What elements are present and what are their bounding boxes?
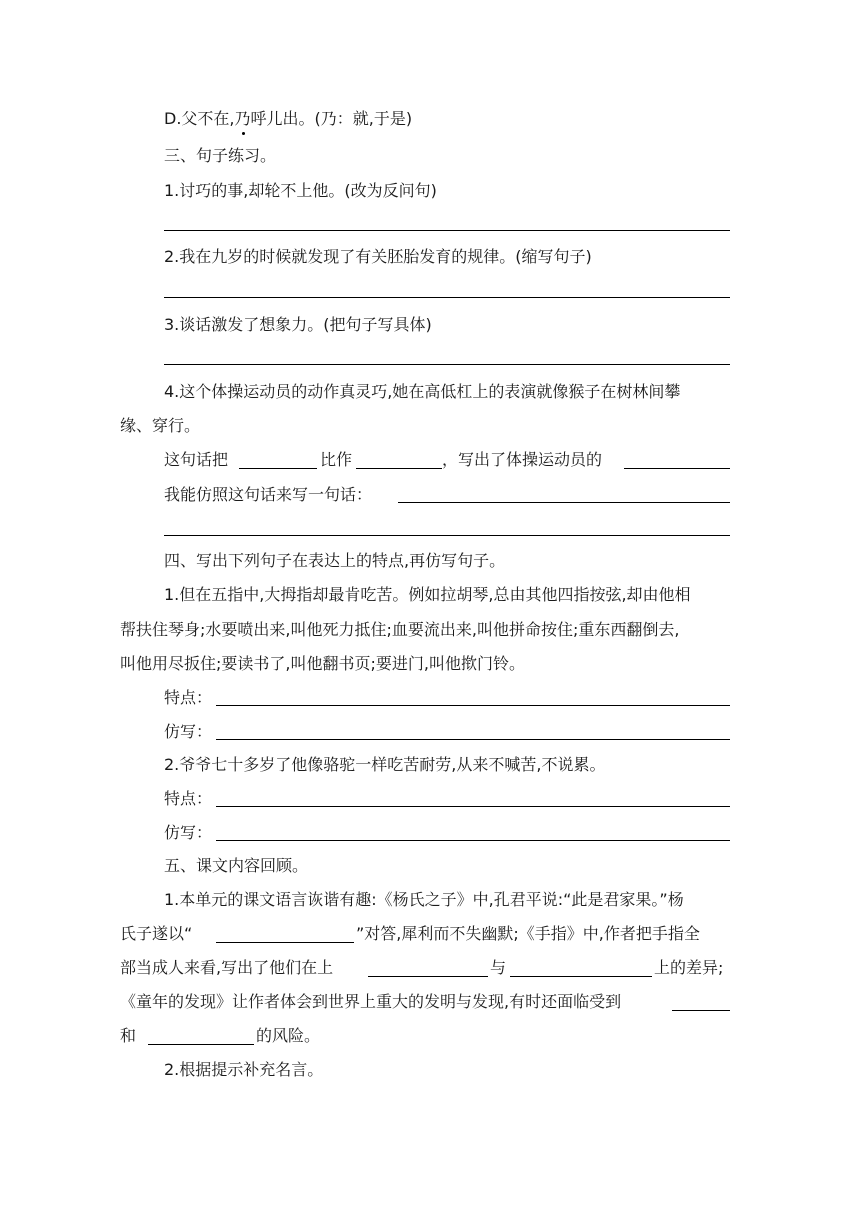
imitate-label-1: 仿写： [164,722,213,741]
section5-q1-line3a: 部当成人来看,写出了他们在上 [120,958,334,977]
section5-q1-line4: 《童年的发现》让作者体会到世界上重大的发明与发现,有时还面临受到 [120,992,622,1011]
section3-heading: 三、句子练习。 [164,146,277,165]
section4-q1-line1: 1.但在五指中,大拇指却最肯吃苦。例如拉胡琴,总由其他四指按弦,却由他相 [164,585,691,604]
feature-line-1[interactable] [216,705,730,706]
answer-line-3-2[interactable] [164,297,730,298]
section5-q1-line2a: 氏子遂以“ [120,924,193,943]
imitate-prompt: 我能仿照这句话来写一句话： [164,485,373,504]
section4-q1-line3: 叫他用尽扳住;要读书了,叫他翻书页;要进门,叫他揿门铃。 [120,654,525,673]
imitate-line-2[interactable] [164,535,730,536]
section4-heading: 四、写出下列句子在表达上的特点,再仿写句子。 [164,551,506,570]
blank-compared-to[interactable] [356,468,442,469]
blank-difference-1[interactable] [368,976,488,977]
feature-label-1: 特点： [164,688,213,707]
fill-label-c: ，写出了体操运动员的 [442,450,603,469]
section5-question-2: 2.根据提示补充名言。 [164,1060,324,1079]
section4-q1-line2: 帮扶住琴身;水要喷出来,叫他死力抵住;血要流出来,叫他拼命按住;重东西翻倒去, [120,620,680,639]
feature-line-2[interactable] [216,806,730,807]
section5-q1-line5b: 的风险。 [256,1026,321,1045]
section3-question-4-line2: 缘、穿行。 [120,416,201,435]
emphasis-dot-char: 乃 [234,109,251,128]
imitate-answer-line-2[interactable] [216,840,730,841]
fill-label-b: 比作 [320,450,353,469]
option-d [164,109,412,129]
feature-label-2: 特点： [164,789,213,808]
blank-risk-2[interactable] [148,1044,254,1045]
imitate-label-2: 仿写： [164,823,213,842]
fill-sentence [164,450,228,470]
section4-q2: 2.爷爷七十多岁了他像骆驼一样吃苦耐劳,从来不喊苦,不说累。 [164,755,606,774]
section5-q1-line2b: ”对答,犀利而不失幽默;《手指》中,作者把手指全 [356,924,700,943]
imitate-line-1[interactable] [398,502,730,503]
section5-q1-line3b: 与 [490,958,507,977]
section5-heading: 五、课文内容回顾。 [164,856,309,875]
option-d-suffix: 呼儿出。(乃：就,于是) [250,109,413,128]
section3-question-3: 3.谈话激发了想象力。(把句子写具体) [164,315,432,334]
section5-q1-line3c: 上的差异; [654,958,724,977]
section3-question-1: 1.讨巧的事,却轮不上他。(改为反问句) [164,181,437,200]
section3-question-2: 2.我在九岁的时候就发现了有关胚胎发育的规律。(缩写句子) [164,247,592,266]
fill-label-a: 这句话把 [164,450,229,469]
blank-risk-1[interactable] [672,1010,730,1011]
option-d-prefix: D.父不在, [164,109,235,128]
imitate-answer-line-1[interactable] [216,739,730,740]
answer-line-3-1[interactable] [164,230,730,231]
section5-q1-line1: 1.本单元的课文语言诙谐有趣:《杨氏之子》中,孔君平说:“此是君家果。”杨 [164,890,684,909]
answer-line-3-3[interactable] [164,364,730,365]
blank-difference-2[interactable] [510,976,652,977]
blank-yang-reply[interactable] [216,942,354,943]
section3-question-4-line1: 4.这个体操运动员的动作真灵巧,她在高低杠上的表演就像猴子在树林间攀 [164,382,681,401]
blank-written-out[interactable] [624,468,730,469]
section5-q1-line5a: 和 [120,1026,137,1045]
blank-compared-object[interactable] [239,468,317,469]
